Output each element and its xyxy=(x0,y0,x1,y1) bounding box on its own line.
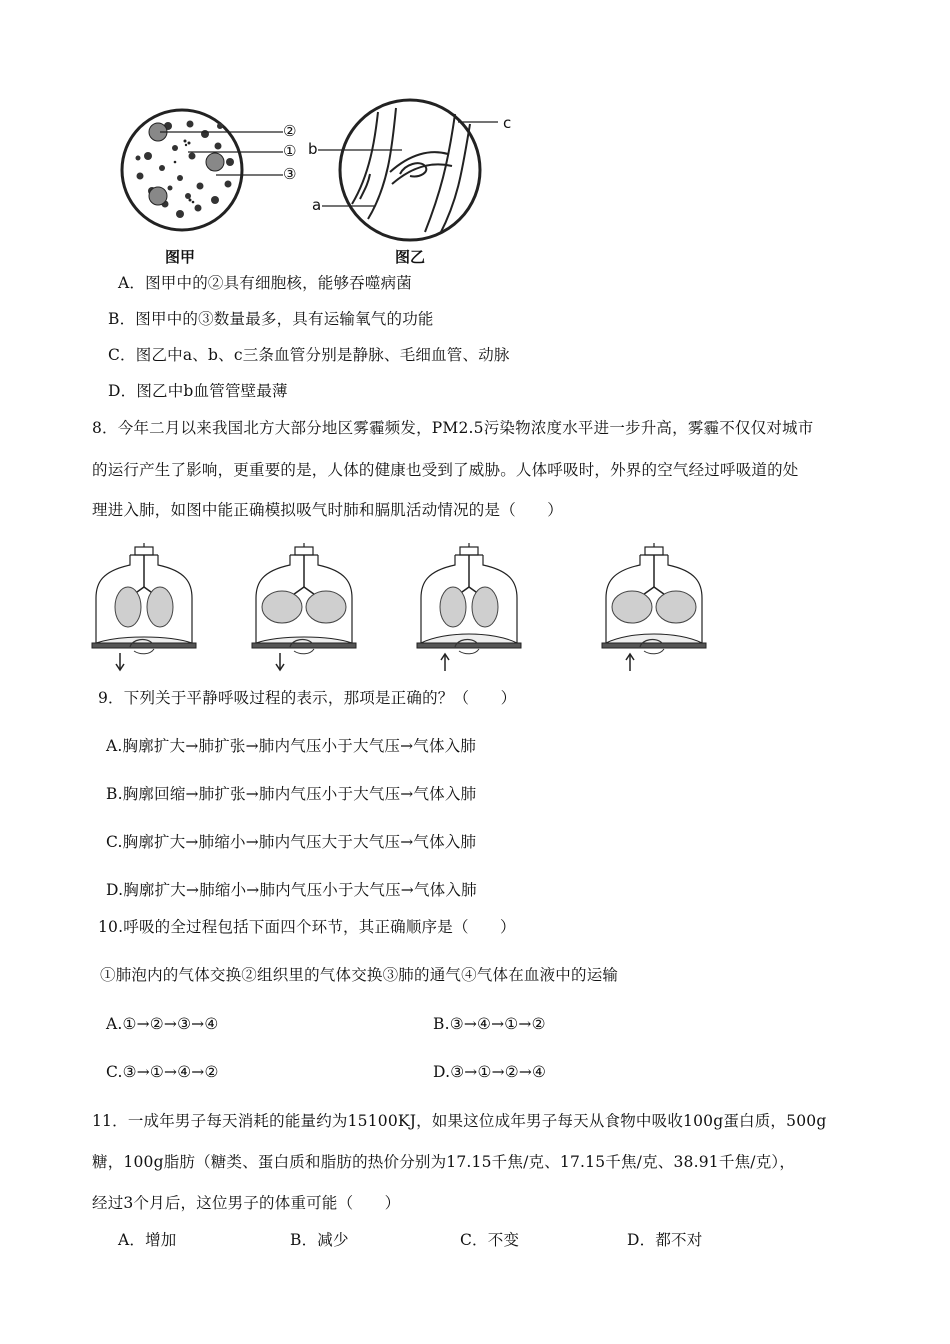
bell-jar-1 xyxy=(90,543,200,673)
q10-option-a: A.①→②→③→④ xyxy=(106,1015,219,1033)
q7-option-c: C．图乙中a、b、c三条血管分别是静脉、毛细血管、动脉 xyxy=(108,346,510,364)
q9-option-b: B.胸廓回缩→肺扩张→肺内气压小于大气压→气体入肺 xyxy=(106,785,477,803)
q11-option-a: A．增加 xyxy=(118,1231,177,1249)
fig-a-label-1: ① xyxy=(283,142,297,160)
q8-line-1: 8．今年二月以来我国北方大部分地区雾霾频发，PM2.5污染物浓度水平进一步升高，雾霾不仅仅对城市 xyxy=(92,419,814,437)
q10-option-c: C.③→①→④→② xyxy=(106,1063,219,1081)
bell-jar-4 xyxy=(600,543,710,673)
q9-stem: 9．下列关于平静呼吸过程的表示，那项是正确的？（ ） xyxy=(98,689,517,707)
q8-line-2: 的运行产生了影响，更重要的是，人体的健康也受到了威胁。人体呼吸时，外界的空气经过呼吸道的处 xyxy=(92,461,799,479)
q10-stem: 10.呼吸的全过程包括下面四个环节，其正确顺序是（ ） xyxy=(98,918,516,936)
q11-line-2: 糖，100g脂肪（糖类、蛋白质和脂肪的热价分别为17.15千焦/克、17.15千焦/克、38.91千焦/克）， xyxy=(92,1153,796,1171)
q10-steps: ①肺泡内的气体交换②组织里的气体交换③肺的通气④气体在血液中的运输 xyxy=(100,966,619,984)
q9-option-d: D.胸廓扩大→肺缩小→肺内气压小于大气压→气体入肺 xyxy=(106,881,477,899)
q10-option-d: D.③→①→②→④ xyxy=(433,1063,547,1081)
fig-b-label-b: b xyxy=(308,140,318,158)
q11-line-1: 11．一成年男子每天消耗的能量约为15100KJ，如果这位成年男子每天从食物中吸收100g蛋白质，500g xyxy=(92,1112,827,1130)
q7-option-a: A．图甲中的②具有细胞核，能够吞噬病菌 xyxy=(118,274,412,292)
fig-b-label-a: a xyxy=(312,196,322,214)
fig-a-label-3: ③ xyxy=(283,165,297,183)
q11-option-b: B．减少 xyxy=(290,1231,349,1249)
fig-a-label-2: ② xyxy=(283,122,297,140)
blood-vessel-figure xyxy=(330,94,530,254)
fig-b-caption: 图乙 xyxy=(395,248,426,266)
q11-option-d: D．都不对 xyxy=(627,1231,703,1249)
bell-jar-3 xyxy=(415,543,525,673)
q7-option-d: D．图乙中b血管管壁最薄 xyxy=(108,382,288,400)
blood-smear-figure xyxy=(120,96,300,246)
q8-line-3: 理进入肺，如图中能正确模拟吸气时肺和膈肌活动情况的是（ ） xyxy=(92,501,564,519)
fig-a-caption: 图甲 xyxy=(165,248,196,266)
q9-option-a: A.胸廓扩大→肺扩张→肺内气压小于大气压→气体入肺 xyxy=(106,737,477,755)
q9-option-c: C.胸廓扩大→肺缩小→肺内气压大于大气压→气体入肺 xyxy=(106,833,477,851)
bell-jar-2 xyxy=(250,543,360,673)
bell-jar-diagrams xyxy=(90,543,810,673)
q7-option-b: B．图甲中的③数量最多，具有运输氧气的功能 xyxy=(108,310,434,328)
q11-line-3: 经过3个月后，这位男子的体重可能（ ） xyxy=(92,1194,401,1212)
fig-b-label-c: c xyxy=(503,114,512,132)
q10-option-b: B.③→④→①→② xyxy=(433,1015,546,1033)
q11-option-c: C．不变 xyxy=(460,1231,520,1249)
